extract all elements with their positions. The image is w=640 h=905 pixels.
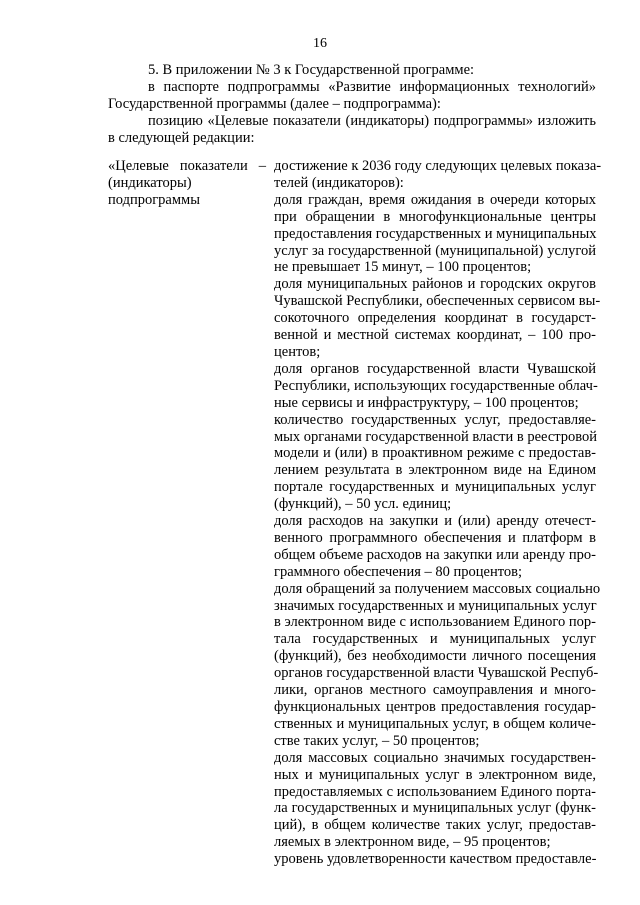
indicator-line: центов; [274,343,321,360]
indicator-line: доля граждан, время ожидания в очереди которых [274,191,596,208]
indicator-line: уровень удовлетворенности качеством предоставле- [274,851,597,868]
indicator-line: телей (индикаторов): [274,174,404,191]
indicator-line: тала государственных и муниципальных услуг [274,631,596,648]
indicator-line: ла государственных и муниципальных услуг (функ- [274,800,596,817]
indicator-line: при обращении в многофункциональные центры [274,208,596,225]
target-indicators-text [274,158,602,868]
intro-text [108,62,596,147]
indicator-line: стве таких услуг, – 50 процентов; [274,732,480,749]
indicator-line: доля обращений за получением массовых социально [274,580,601,597]
position-label: «Целевые показатели – (индикаторы) подпрограммы [108,158,266,208]
indicator-line: (функций), – 50 усл. единиц; [274,496,452,513]
indicator-line: услуг за государственной (муниципальной) услугой [274,242,596,259]
indicator-line: предоставляемых с использованием Единого порта- [274,783,596,800]
indicator-line: венной и местной системах координат, – 100 про- [274,327,596,344]
indicator-line: не превышает 15 минут, – 100 процентов; [274,259,532,276]
indicator-line: Чувашской Республики, обеспеченных сервисом вы- [274,293,601,310]
indicator-line: Республики, использующих государственные облач- [274,377,598,394]
indicator-line: в электронном виде с использованием Единого пор- [274,614,596,631]
intro-paragraph-3: позицию «Целевые показатели (индикаторы) подпрограммы» изложить в следующей редакции: [108,113,596,146]
indicator-line: достижение к 2036 году следующих целевых показа- [274,158,602,174]
indicator-line: модели и (или) в проактивном режиме с предостав- [274,445,596,462]
indicator-line: количество государственных услуг, предоставляе- [274,411,596,428]
indicator-line: доля органов государственной власти Чувашской [274,360,596,377]
intro-paragraph-1: 5. В приложении № 3 к Государственной программе: [148,62,475,78]
indicator-line: ственных и муниципальных услуг, в общем количе- [274,715,596,732]
indicator-line: ций), в общем количестве таких услуг, предостав- [274,817,596,834]
indicator-line: органов государственной власти Чувашской Респуб- [274,665,599,682]
indicator-line: (функций), без необходимости личного посещения [274,648,596,665]
indicator-line: лением результата в электронном виде на Едином [274,462,596,479]
intro-paragraph-2: в паспорте подпрограммы «Развитие информационных технологий» Государственной программы (далее – подпрограмма): [108,79,596,112]
indicator-line: мых органами государственной власти в реестровой [274,428,598,445]
indicator-line: ных и муниципальных услуг в электронном виде, [274,766,596,783]
indicator-line: ные сервисы и инфраструктуру, – 100 процентов; [274,394,579,411]
indicator-line: лики, органов местного самоуправления и много- [274,682,596,699]
indicator-line: венного программного обеспечения и платформ в [274,529,596,546]
page-number: 16 [313,36,327,51]
indicator-line: значимых государственных и муниципальных услуг [274,597,597,614]
indicator-line: предоставления государственных и муниципальных [274,225,597,242]
indicator-line: портале государственных и муниципальных услуг [274,479,596,496]
indicator-line: граммного обеспечения – 80 процентов; [274,563,522,580]
indicator-line: ляемых в электронном виде, – 95 процентов; [274,834,551,851]
indicator-line: доля массовых социально значимых государствен- [274,749,596,766]
indicator-line: доля муниципальных районов и городских округов [274,276,596,293]
indicator-line: общем объеме расходов на закупки или аренду про- [274,546,596,563]
indicator-line: функциональных центров предоставления государ- [274,699,596,715]
indicator-line: доля расходов на закупки и (или) аренду отечест- [274,513,596,530]
indicator-line: сокоточного определения координат в государст- [274,310,596,327]
